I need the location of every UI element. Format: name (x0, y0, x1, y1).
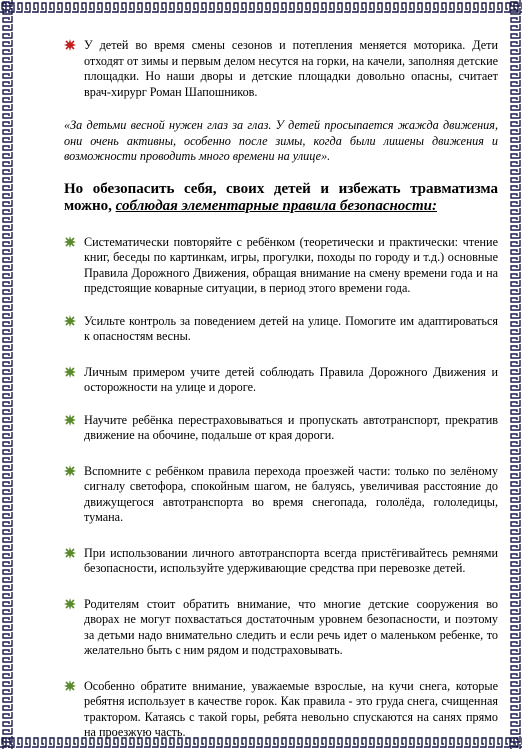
safety-rules-list (64, 235, 498, 741)
list-item (64, 464, 498, 526)
greek-key-border-left (0, 0, 14, 749)
article-content (64, 38, 498, 741)
green-star-bullet-icon (64, 547, 76, 559)
green-star-bullet-icon (64, 598, 76, 610)
greek-key-border-right (508, 0, 522, 749)
green-star-bullet-icon (64, 680, 76, 692)
list-item-text: Личным примером учите детей соблюдать Правила Дорожного Движения и осторожности на улице и дороге. (84, 364, 498, 394)
list-item (64, 365, 498, 396)
intro-text: У детей во время смены сезонов и потепления меняется моторика. Дети отходят от зимы и первым делом несутся на горки, на качели, заполняя детские площадки. Но наши дворы и детские площадки довольно опасны, считает врач-хирург Роман Шапошников. (84, 38, 498, 99)
list-item (64, 597, 498, 659)
list-item-text: Родителям стоит обратить внимание, что многие детские сооружения во дворах не могут похвастаться достаточным уровнем безопасности, и поэтому за детьми надо внимательно следить и если речь идет о маленьком ребенке, то желательно быть с ним рядом и подстраховывать. (84, 596, 498, 657)
green-star-bullet-icon (64, 414, 76, 426)
list-item-text: Вспомните с ребёнком правила перехода проезжей части: только по зелёному сигналу светофора, спокойным шагом, не балуясь, увеличивая расстояние до движущегося автотранспорта во время снегопада, гололёда, гололедицы, тумана. (84, 463, 498, 524)
list-item (64, 679, 498, 741)
list-item-text: Научите ребёнка перестраховываться и пропускать автотранспорт, прекратив движение на обочине, подальше от края дороги. (84, 412, 498, 442)
intro-paragraph (64, 38, 498, 100)
greek-key-border-top (0, 0, 522, 14)
green-star-bullet-icon (64, 236, 76, 248)
list-item (64, 413, 498, 444)
red-star-bullet-icon (64, 39, 76, 51)
heading-underlined: соблюдая элементарные правила безопасности: (115, 197, 437, 214)
list-item (64, 546, 498, 577)
list-item-text: Особенно обратите внимание, уважаемые взрослые, на кучи снега, которые ребятня использует в качестве горок. Как правила - это груда снега, счищенная трактором. Катаясь с такой горы, ребята невольно спускаются на санях прямо на проезжую часть. (84, 678, 498, 739)
list-item-text: Усильте контроль за поведением детей на улице. Помогите им адаптироваться к опасностям весны. (84, 313, 498, 343)
list-item (64, 314, 498, 345)
list-item-text: Систематически повторяйте с ребёнком (теоретически и практически: чтение книг, беседы по картинкам, игры, прогулки, походы по городу и т.д.) основные Правила Дорожного Движения, обращая внимание на смену времени года и на предстоящие коварные ситуации, в период этого времени года. (84, 234, 498, 295)
section-heading (64, 181, 498, 215)
green-star-bullet-icon (64, 465, 76, 477)
heading-lead: Но обезопасить себя, своих детей и избежать травматизма можно, (64, 180, 498, 214)
green-star-bullet-icon (64, 366, 76, 378)
green-star-bullet-icon (64, 315, 76, 327)
quote-paragraph: «За детьми весной нужен глаз за глаз. У детей просыпается жажда движения, они очень активны, особенно после зимы, когда были лишены движения и возможности проводить много времени на улице». (64, 118, 498, 163)
list-item (64, 235, 498, 297)
list-item-text: При использовании личного автотранспорта всегда пристёгивайтесь ремнями безопасности, используйте удерживающие средства при перевозке детей. (84, 545, 498, 575)
